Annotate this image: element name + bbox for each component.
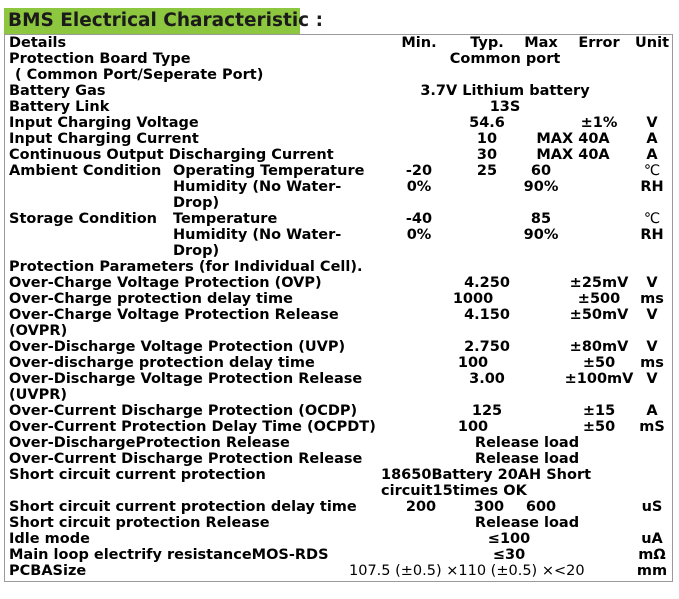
row-unit: A	[646, 147, 658, 163]
row-unit: V	[646, 275, 658, 291]
row-typ: 54.6	[469, 115, 505, 131]
header-typ: Typ.	[470, 35, 504, 51]
row-label: Input Charging Current	[9, 131, 199, 147]
row-unit: uA	[641, 531, 663, 547]
row-label: Over-Current Discharge Protection Release	[9, 451, 363, 467]
row-value: circuit15times OK	[381, 483, 527, 499]
row-unit: V	[646, 339, 658, 355]
row-value: 13S	[489, 99, 521, 115]
row-min: -40	[405, 211, 433, 227]
row-typ: 1000	[452, 291, 494, 307]
header-error: Error	[578, 35, 620, 51]
row-unit: uS	[641, 499, 663, 515]
section-heading: Protection Parameters (for Individual Cell).	[9, 259, 363, 275]
row-value: Common port	[449, 51, 561, 67]
header-max: Max	[524, 35, 558, 51]
header-min: Min.	[401, 35, 437, 51]
row-label: Short circuit protection Release	[9, 515, 270, 531]
row-label: Over-discharge protection delay time	[9, 355, 315, 371]
row-unit: mS	[639, 419, 665, 435]
row-unit: RH	[640, 227, 664, 243]
row-label: Over-Charge protection delay time	[9, 291, 293, 307]
row-note: ( Common Port/Seperate Port)	[15, 67, 264, 83]
row-label: Over-Discharge Voltage Protection Release (UVPR)	[9, 371, 363, 403]
row-unit: ms	[640, 355, 664, 371]
row-typ: 25	[476, 163, 498, 179]
row-unit: ℃	[643, 163, 661, 179]
row-typ: 300	[473, 499, 505, 515]
row-unit: V	[646, 307, 658, 323]
row-value: ≤100	[487, 531, 531, 547]
row-label: Over-Discharge Voltage Protection (UVP)	[9, 339, 346, 355]
row-max: 60	[530, 163, 552, 179]
row-value: ≤30	[492, 547, 526, 563]
row-max: MAX 40A	[536, 147, 610, 163]
page-title: BMS Electrical Characteristic :	[4, 8, 300, 34]
row-value: 18650Battery 20AH Short	[381, 467, 592, 483]
row-label: Over-Current Protection Delay Time (OCPDT)	[9, 419, 376, 435]
row-error: ±100mV	[564, 371, 634, 387]
row-label: Continuous Output Discharging Current	[9, 147, 334, 163]
row-label: Input Charging Voltage	[9, 115, 199, 131]
row-typ: 3.00	[469, 371, 505, 387]
row-error: ±50	[582, 419, 616, 435]
row-sublabel: Humidity (No Water-Drop)	[173, 179, 342, 211]
row-max: 85	[530, 211, 552, 227]
row-unit: A	[646, 403, 658, 419]
row-label: Main loop electrify resistanceMOS-RDS	[9, 547, 329, 563]
row-label: Storage Condition	[9, 211, 157, 227]
row-max: 90%	[523, 227, 559, 243]
row-error: ±50	[582, 355, 616, 371]
row-unit: RH	[640, 179, 664, 195]
row-min: 0%	[406, 179, 432, 195]
row-sublabel: Humidity (No Water-Drop)	[173, 227, 342, 259]
row-label: Battery Link	[9, 99, 110, 115]
row-typ: 4.250	[464, 275, 510, 291]
row-value: 3.7V Lithium battery	[420, 83, 590, 99]
row-unit: mm	[636, 563, 668, 579]
row-label: Over-Current Discharge Protection (OCDP)	[9, 403, 358, 419]
row-label: Idle mode	[9, 531, 90, 547]
header-unit: Unit	[635, 35, 669, 51]
row-unit: ms	[640, 291, 664, 307]
row-unit: V	[646, 371, 658, 387]
row-error: ±15	[582, 403, 616, 419]
row-unit: A	[646, 131, 658, 147]
row-max: 600	[525, 499, 557, 515]
row-typ: 4.150	[464, 307, 510, 323]
row-typ: 100	[457, 419, 489, 435]
header-details: Details	[9, 35, 67, 51]
row-sublabel: Temperature	[173, 211, 278, 227]
row-typ: 125	[471, 403, 503, 419]
row-label: Ambient Condition	[9, 163, 162, 179]
row-error: ±80mV	[569, 339, 629, 355]
row-label: PCBASize	[9, 563, 87, 579]
row-label: Over-Charge Voltage Protection (OVP)	[9, 275, 322, 291]
row-unit: V	[646, 115, 658, 131]
row-min: 0%	[406, 227, 432, 243]
row-min: -20	[405, 163, 433, 179]
row-sublabel: Operating Temperature	[173, 163, 365, 179]
row-error: ±500	[577, 291, 621, 307]
row-label: Protection Board Type	[9, 51, 191, 67]
row-error: ±50mV	[569, 307, 629, 323]
row-typ: 2.750	[464, 339, 510, 355]
row-error: ±1%	[580, 115, 618, 131]
row-typ: 10	[476, 131, 498, 147]
row-value: Release load	[474, 451, 580, 467]
row-label: Over-DischargeProtection Release	[9, 435, 290, 451]
row-max: 90%	[523, 179, 559, 195]
row-label: Battery Gas	[9, 83, 106, 99]
row-value: 107.5 (±0.5) ×110 (±0.5) ×<20	[349, 563, 585, 579]
row-value: Release load	[474, 515, 580, 531]
row-unit: ℃	[643, 211, 661, 227]
row-label: Over-Charge Voltage Protection Release (OVPR)	[9, 307, 339, 339]
row-label: Short circuit current protection delay time	[9, 499, 357, 515]
row-value: Release load	[474, 435, 580, 451]
row-label: Short circuit current protection	[9, 467, 266, 483]
row-error: ±25mV	[569, 275, 629, 291]
characteristics-table	[4, 34, 673, 582]
row-unit: mΩ	[638, 547, 666, 563]
row-min: 200	[405, 499, 437, 515]
row-max: MAX 40A	[536, 131, 610, 147]
row-typ: 100	[457, 355, 489, 371]
row-typ: 30	[476, 147, 498, 163]
